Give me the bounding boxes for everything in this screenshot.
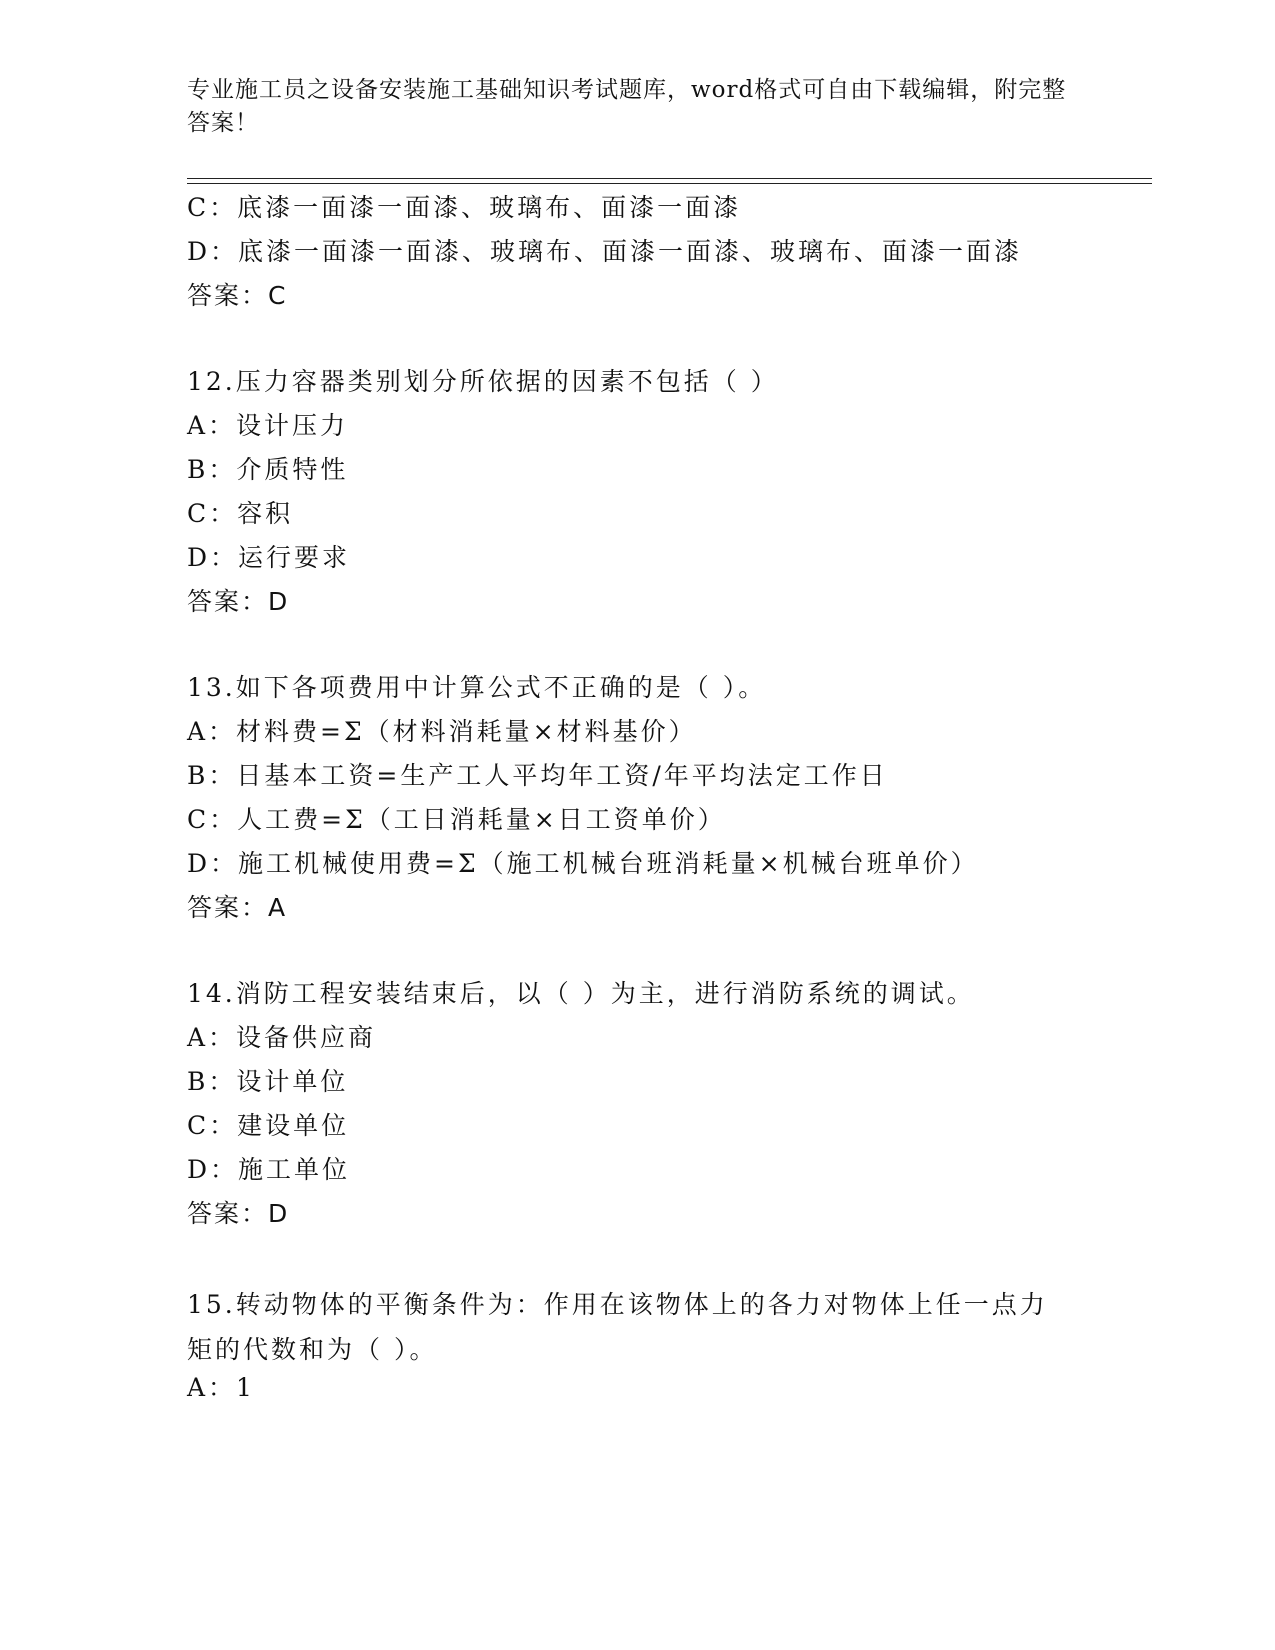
document-header: 专业施工员之设备安装施工基础知识考试题库，word格式可自由下载编辑，附完整答案！ xyxy=(187,77,1067,136)
q15-option-a: A：1 xyxy=(187,1373,255,1402)
q13-stem: 13.如下各项费用中计算公式不正确的是（ ）。 xyxy=(187,673,767,702)
q14-option-c: C：建设单位 xyxy=(187,1111,350,1140)
q12-option-b: B：介质特性 xyxy=(187,455,349,484)
header-divider-top xyxy=(187,178,1152,179)
q13-answer: 答案：A xyxy=(187,893,288,922)
q13-option-c: C：人工费=Σ（工日消耗量×日工资单价） xyxy=(187,805,726,834)
q12-option-c: C：容积 xyxy=(187,499,294,528)
q12-option-d: D：运行要求 xyxy=(187,543,351,572)
q15-stem: 15.转动物体的平衡条件为：作用在该物体上的各力对物体上任一点力矩的代数和为（ ）。 xyxy=(187,1290,1048,1364)
q14-option-a: A：设备供应商 xyxy=(187,1023,377,1052)
q11-option-d: D：底漆一面漆一面漆、玻璃布、面漆一面漆、玻璃布、面漆一面漆 xyxy=(187,237,1023,266)
header-divider-bottom xyxy=(187,183,1152,184)
q12-answer: 答案：D xyxy=(187,587,290,616)
q14-option-b: B：设计单位 xyxy=(187,1067,349,1096)
q12-option-a: A：设计压力 xyxy=(187,411,349,440)
q14-stem: 14.消防工程安装结束后，以（ ）为主，进行消防系统的调试。 xyxy=(187,979,975,1008)
q11-answer: 答案：C xyxy=(187,281,288,310)
q11-option-c: C：底漆一面漆一面漆、玻璃布、面漆一面漆 xyxy=(187,193,742,222)
q14-option-d: D：施工单位 xyxy=(187,1155,351,1184)
q13-option-d: D：施工机械使用费=Σ（施工机械台班消耗量×机械台班单价） xyxy=(187,849,979,878)
q13-option-b: B：日基本工资=生产工人平均年工资/年平均法定工作日 xyxy=(187,761,888,790)
q12-stem: 12.压力容器类别划分所依据的因素不包括（ ） xyxy=(187,367,779,396)
q13-option-a: A：材料费=Σ（材料消耗量×材料基价） xyxy=(187,717,697,746)
q14-answer: 答案：D xyxy=(187,1199,290,1228)
